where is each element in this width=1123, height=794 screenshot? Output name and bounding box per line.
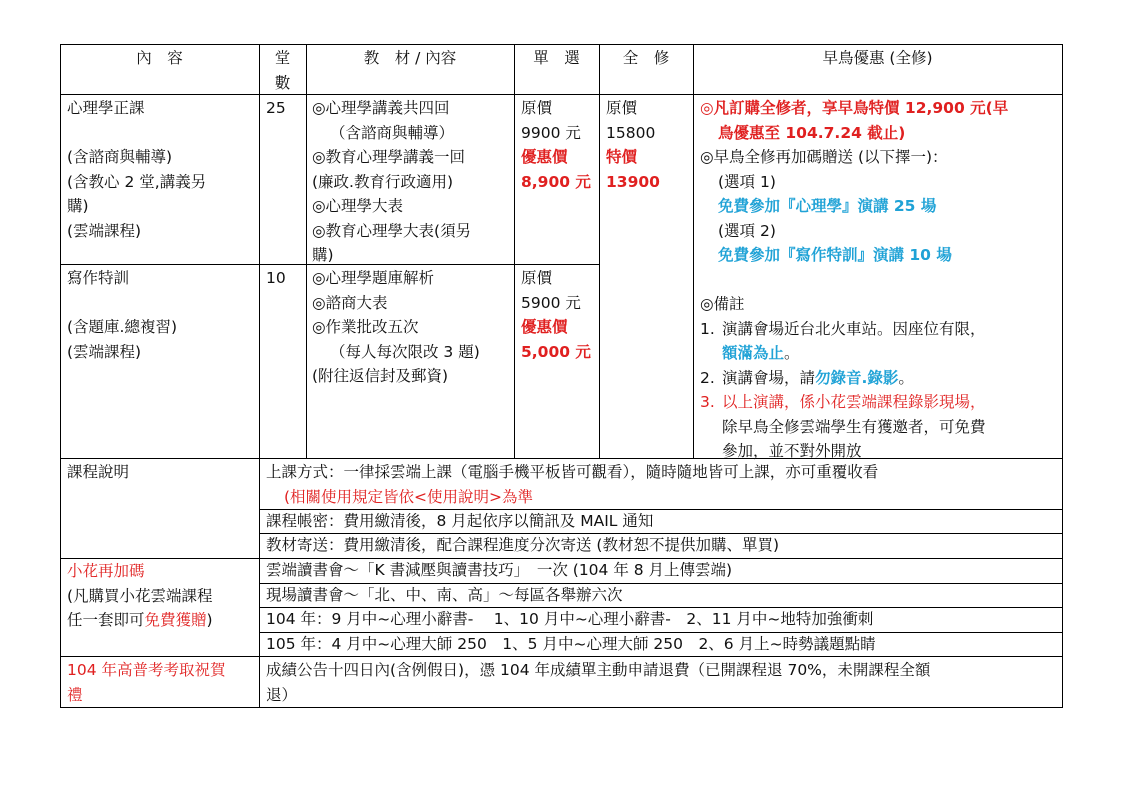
- material-item: ◎心理學題庫解析: [312, 269, 435, 287]
- writing-single-price: [521, 266, 591, 364]
- exam-gift-text-line: 退）: [266, 685, 298, 704]
- remark-number: 1.: [700, 319, 715, 338]
- remark-text: 演講會場近台北火車站。因座位有限，: [722, 319, 986, 338]
- bonus-schedule-105: 105 年：4 月中~心理大師 250 1、5 月中~心理大師 250 2、6 月上~時勢議題點睛: [266, 635, 876, 653]
- material-item: ◎教育心理學大表(須另: [312, 221, 472, 240]
- full-price-label: 原價: [606, 99, 638, 117]
- material-item: 購): [312, 246, 334, 264]
- material-item: ◎心理學大表: [312, 197, 404, 215]
- writing-note: (含題庫.總複習): [67, 318, 178, 336]
- course-desc-account: 課程帳密：費用繳清後，8 月起依序以簡訊及 MAIL 通知: [266, 512, 654, 530]
- header-content: 內 容: [136, 49, 183, 67]
- remark-2: [700, 366, 1008, 391]
- course-desc-text: 上課方式：一律採雲端上課（電腦手機平板皆可觀看），隨時隨地皆可上課，亦可重覆收看: [266, 463, 879, 481]
- full-price: [606, 96, 660, 194]
- option-2-label: (選項 2): [718, 221, 776, 240]
- bonus-schedule-104: 104 年：9 月中~心理小辭書- 1、10 月中~心理小辭書- 2、11 月中~地特加強衝刺: [266, 610, 874, 628]
- writing-course-cell: [67, 266, 177, 364]
- course-desc-label: 課程說明: [67, 463, 130, 481]
- remark-number: 2.: [700, 368, 715, 387]
- earlybird-bonus: ◎早鳥全修再加碼贈送 (以下擇一)：: [700, 148, 948, 166]
- psych-note: (含諮商與輔導): [67, 148, 173, 166]
- header-divider: [60, 94, 1063, 95]
- bonus-online-reading: 雲端讀書會～「K 書減壓與讀書技巧」 一次 (104 年 8 月上傳雲端): [266, 561, 733, 579]
- header-materials: 教 材 / 內容: [363, 49, 457, 67]
- psych-note: (雲端課程): [67, 221, 142, 240]
- header-full: 全 修: [622, 49, 670, 67]
- bonus-label: 小花再加碼: [67, 562, 145, 580]
- table-border-left: [60, 44, 61, 708]
- remark-3-cont: [700, 415, 1008, 440]
- remark-text: 。: [784, 344, 800, 362]
- bonus-desc-text: ): [206, 611, 213, 629]
- col-divider-2: [306, 44, 307, 458]
- material-item: （每人每次限改 3 題): [330, 342, 480, 361]
- header-sessions: 堂 數: [274, 49, 291, 92]
- psych-sessions: 25: [266, 99, 286, 117]
- remark-text: 。: [898, 368, 914, 387]
- header-earlybird: 早鳥優惠 (全修): [822, 49, 933, 67]
- remark-highlight: 額滿為止: [722, 344, 785, 362]
- material-item: (廉政.教育行政適用): [312, 172, 454, 191]
- bonus-live-reading: 現場讀書會～「北、中、南、高」～每區各舉辦六次: [266, 586, 623, 604]
- col-divider-3: [514, 44, 515, 458]
- price-label: 原價: [521, 99, 553, 117]
- writing-title: 寫作特訓: [67, 269, 130, 287]
- material-item: (附往返信封及郵資): [312, 367, 449, 385]
- table-border-top: [60, 44, 1063, 45]
- header-single: 單 選: [533, 49, 580, 67]
- table-border-right: [1062, 44, 1063, 708]
- discount-value: 8,900 元: [521, 172, 591, 191]
- remark-1-cont: [700, 341, 1008, 366]
- bonus-desc: [67, 608, 213, 633]
- psych-materials: [312, 96, 471, 268]
- material-item: ◎諮商大表: [312, 293, 388, 312]
- exam-gift-label-text: 104 年高普考考取祝賀: [67, 661, 226, 679]
- remark-text: 以上演講，係小花雲端課程錄影現場，: [722, 393, 986, 411]
- writing-materials: [312, 266, 480, 389]
- material-item: （含諮商與輔導）: [330, 123, 455, 142]
- col-divider-1: [259, 44, 260, 708]
- exam-gift-text-line: 成績公告十四日內(含例假日)，憑 104 年成績單主動申請退費（已開課程退 70%，未開課程全額: [266, 661, 931, 679]
- material-item: ◎教育心理學講義一回: [312, 148, 466, 166]
- special-label: 特價: [606, 148, 638, 166]
- writing-note: (雲端課程): [67, 342, 142, 361]
- remark-3: [700, 390, 1008, 415]
- psych-note: 購): [67, 197, 89, 215]
- remark-number: 3.: [700, 393, 715, 411]
- course-desc-method: [266, 460, 878, 509]
- remark-text: 參加，並不對外開放: [722, 442, 862, 460]
- price-label: 原價: [521, 269, 553, 287]
- discount-value: 5,000 元: [521, 342, 591, 361]
- remark-1: [700, 317, 1008, 342]
- full-price-value: 15800: [606, 123, 656, 142]
- exam-gift-label: [67, 658, 226, 707]
- option-2-text: 免費參加『寫作特訓』演講 10 場: [718, 246, 952, 264]
- col-divider-5: [693, 44, 694, 458]
- psych-title: 心理學正課: [67, 99, 145, 117]
- price-value: 5900 元: [521, 293, 581, 312]
- price-value: 9900 元: [521, 123, 581, 142]
- remarks-title: ◎備註: [700, 295, 745, 313]
- course-desc-shipping: 教材寄送：費用繳清後，配合課程進度分次寄送 (教材恕不提供加購、單買): [266, 536, 780, 554]
- option-1-text: 免費參加『心理學』演講 25 場: [718, 197, 937, 215]
- bonus-free-text: 免費獲贈: [144, 611, 207, 629]
- option-1-label: (選項 1): [718, 172, 776, 191]
- bonus-label-cell: [67, 559, 213, 633]
- remark-text: 除早鳥全修雲端學生有獲邀者，可免費: [722, 417, 986, 436]
- course-table: [60, 44, 1063, 708]
- earlybird-cell: [700, 96, 1008, 464]
- discount-label: 優惠價: [521, 318, 568, 336]
- discount-label: 優惠價: [521, 148, 568, 166]
- exam-gift-label-text: 禮: [67, 685, 83, 704]
- bonus-desc: (凡購買小花雲端課程: [67, 586, 213, 605]
- bonus-desc-text: 任一套即可: [67, 611, 145, 629]
- earlybird-deadline: 鳥優惠至 104.7.24 截止): [718, 123, 906, 142]
- exam-gift-text: [266, 658, 930, 707]
- material-item: ◎作業批改五次: [312, 318, 419, 336]
- earlybird-offer: ◎凡訂購全修者，享早鳥特價 12,900 元(早: [700, 99, 1009, 117]
- remark-highlight: 勿錄音.錄影: [815, 368, 899, 387]
- psych-course-cell: [67, 96, 206, 243]
- psych-note: (含教心 2 堂,講義另: [67, 172, 207, 191]
- table-border-bottom: [60, 707, 1063, 708]
- col-divider-4: [599, 44, 600, 458]
- psych-single-price: [521, 96, 591, 194]
- course-desc-rules: (相關使用規定皆依<使用說明>為準: [284, 487, 534, 506]
- writing-sessions: 10: [266, 269, 286, 287]
- special-value: 13900: [606, 172, 660, 191]
- material-item: ◎心理學講義共四回: [312, 99, 450, 117]
- remark-text: 演講會場，請: [722, 368, 816, 387]
